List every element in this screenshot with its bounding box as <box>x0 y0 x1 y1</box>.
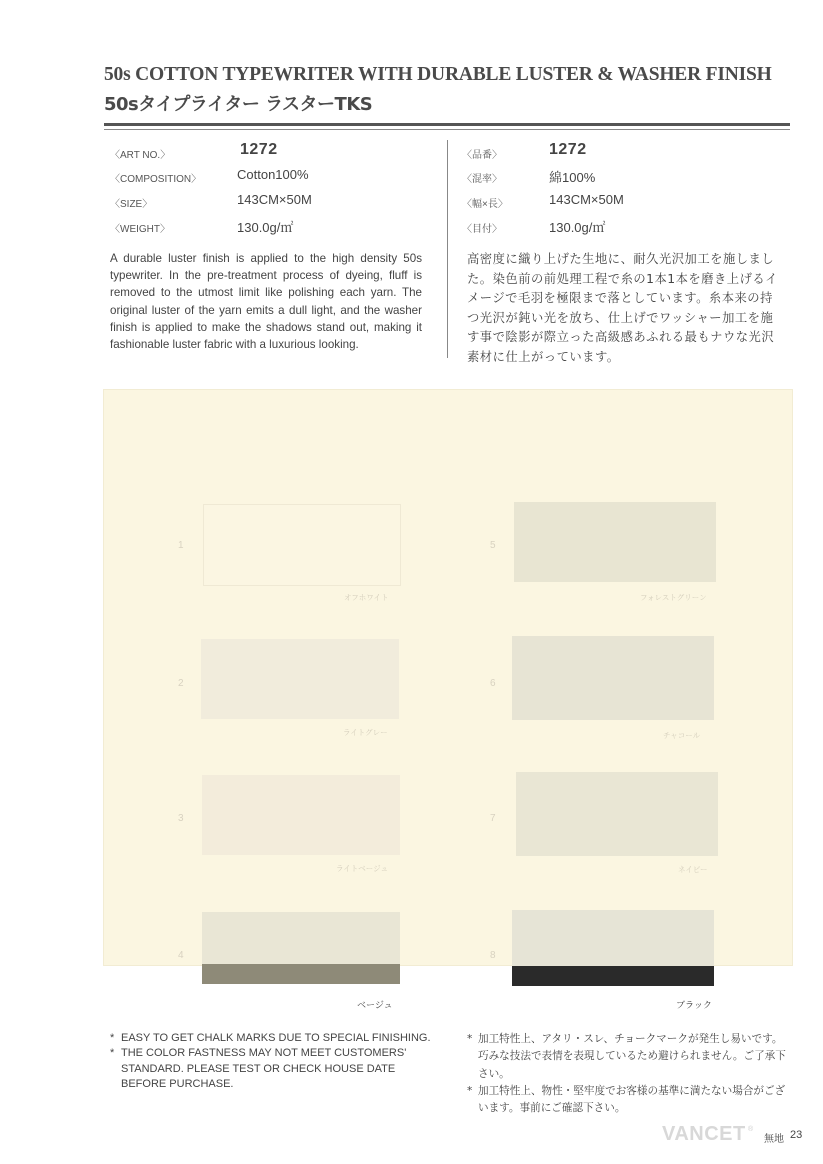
swatch-number-1: 1 <box>178 540 184 551</box>
note-bullet: * <box>467 1033 473 1045</box>
swatch-7 <box>516 772 718 856</box>
title-rule-thin <box>104 129 790 130</box>
spec-value-haba-naga: 143CM×50M <box>549 192 624 207</box>
swatch-number-5: 5 <box>490 540 496 551</box>
spec-value-konritsu: 綿100% <box>549 170 596 185</box>
note-japanese-1 <box>467 1031 787 1083</box>
note-japanese-2 <box>467 1083 787 1118</box>
page-number: 23 <box>790 1129 803 1141</box>
swatch-name-1: オフホワイト <box>344 593 389 602</box>
notes-english <box>110 1031 440 1092</box>
footer-category: 無地 <box>764 1134 784 1145</box>
note-text: 加工特性上、物性・堅牢度でお客様の基準に満たない場合がございます。事前にご確認下さい。 <box>478 1084 786 1115</box>
spec-label-weight: 〈WEIGHT〉 <box>110 224 170 235</box>
spec-label-composition: 〈COMPOSITION〉 <box>110 174 202 185</box>
note-english-2 <box>110 1046 440 1092</box>
page-title-japanese: 50sタイプライター ラスターTKS <box>104 94 373 115</box>
swatch-name-6: チャコール <box>663 731 701 740</box>
swatch-6 <box>512 636 714 720</box>
swatch-4-color-strip <box>202 964 400 984</box>
swatch-2 <box>201 639 399 719</box>
registered-mark: ® <box>748 1126 754 1133</box>
swatch-name-5: フォレストグリーン <box>640 593 707 602</box>
swatch-number-8: 8 <box>490 950 496 961</box>
spec-value-size: 143CM×50M <box>237 192 312 207</box>
column-divider <box>447 140 448 358</box>
spec-label-haba-naga: 〈幅×長〉 <box>462 199 508 210</box>
spec-value-hinban: 1272 <box>549 141 587 158</box>
spec-label-art-no: 〈ART NO.〉 <box>110 150 171 161</box>
notes-japanese <box>467 1031 787 1117</box>
swatch-name-3: ライトベージュ <box>336 864 388 873</box>
swatch-number-4: 4 <box>178 950 184 961</box>
swatch-1 <box>204 505 400 585</box>
spec-label-size: 〈SIZE〉 <box>110 199 153 210</box>
swatch-number-2: 2 <box>178 678 184 689</box>
page-title-english: 50s COTTON TYPEWRITER WITH DURABLE LUSTER & WASHER FINISH <box>104 64 772 85</box>
swatch-5 <box>514 502 716 582</box>
note-text: 加工特性上、アタリ・スレ、チョークマークが発生し易いです。巧みな技法で表情を表現しているため避けられません。ご了承下さい。 <box>478 1033 786 1080</box>
swatch-name-7: ネイビー <box>678 865 708 874</box>
note-english-1 <box>110 1031 440 1046</box>
spec-label-konritsu: 〈混率〉 <box>462 174 502 185</box>
description-japanese: 高密度に織り上げた生地に、耐久光沢加工を施しました。染色前の前処理工程で糸の1本1本を磨き上げるイメージで毛羽を極限まで落としています。糸本来の持つ光沢が鈍い光を放ち、仕上げでワッシャー加工を施す事で陰影が際立った高級感あふれる最もナウな光沢素材に仕上がっています。 <box>467 252 778 364</box>
spec-label-metsuke: 〈目付〉 <box>462 224 502 235</box>
brand-logo: VANCET <box>662 1123 746 1145</box>
description-english: A durable luster finish is applied to the high density 50s typewriter. In the pre-treatment process of dyeing, fluff is removed to the utmost limit like polishing each yarn. The original luster of the yarn emits a dull light, and the washer finish is applied to make the shadows stand out, making it fashionable luster fabric with a luxurious looking. <box>110 252 422 352</box>
swatch-3 <box>202 775 400 855</box>
spec-value-composition: Cotton100% <box>237 167 309 182</box>
swatch-8-color-strip <box>512 966 714 986</box>
note-text: THE COLOR FASTNESS MAY NOT MEET CUSTOMERS' STANDARD. PLEASE TEST OR CHECK HOUSE DATE BEFORE PURCHASE. <box>121 1047 407 1090</box>
note-bullet: * <box>110 1032 115 1044</box>
note-text: EASY TO GET CHALK MARKS DUE TO SPECIAL FINISHING. <box>121 1032 431 1044</box>
swatch-name-4: ベージュ <box>357 1001 393 1011</box>
note-bullet: * <box>110 1047 115 1060</box>
swatch-number-6: 6 <box>490 678 496 689</box>
spec-label-hinban: 〈品番〉 <box>462 150 502 161</box>
swatch-number-7: 7 <box>490 813 496 824</box>
spec-value-weight: 130.0g/㎡ <box>237 220 294 235</box>
note-bullet: * <box>467 1084 473 1097</box>
swatch-name-8: ブラック <box>676 1001 712 1011</box>
swatch-name-2: ライトグレー <box>343 728 388 737</box>
title-rule-thick <box>104 123 790 126</box>
spec-value-metsuke: 130.0g/㎡ <box>549 220 606 235</box>
swatch-number-3: 3 <box>178 813 184 824</box>
spec-value-art-no: 1272 <box>240 141 278 158</box>
